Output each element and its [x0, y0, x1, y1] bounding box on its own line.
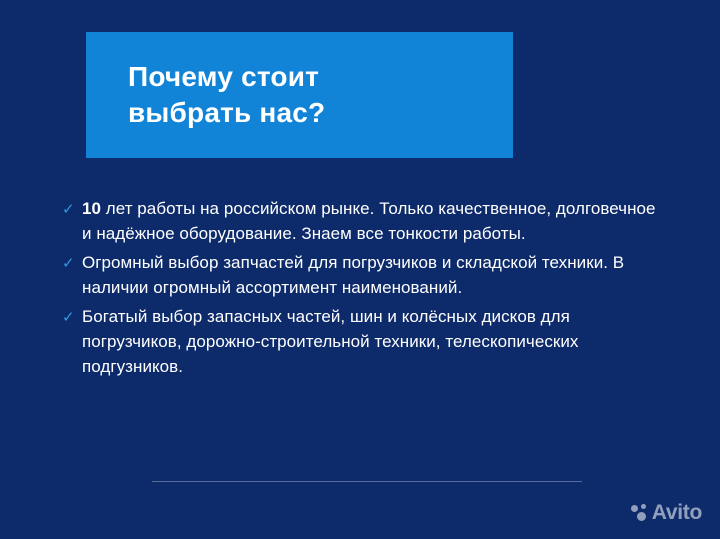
list-item-text — [82, 196, 662, 246]
title-line-2: выбрать нас? — [128, 97, 326, 128]
check-icon: ✓ — [62, 255, 75, 272]
list-item-text — [82, 304, 662, 379]
title-line-1: Почему стоит — [128, 61, 320, 93]
avito-watermark-label: Avito — [651, 501, 702, 524]
list-item-lead: 10 — [82, 199, 102, 218]
list-item-body: лет работы на российском рынке. Только качественное, долговечное и надёжное оборудование. Знаем все тонкости работы. — [82, 199, 656, 243]
list-item-body: Богатый выбор запасных частей, шин и колёсных дисков для погрузчиков, дорожно-строительной техники, телескопических подгузников. — [82, 307, 579, 376]
check-icon: ✓ — [62, 201, 75, 218]
avito-dots-icon — [631, 504, 649, 522]
list-item-text — [82, 250, 662, 300]
title-box — [86, 32, 513, 158]
check-icon: ✓ — [62, 309, 75, 326]
list-item — [62, 250, 662, 300]
avito-watermark — [631, 501, 702, 525]
list-item — [62, 196, 662, 246]
list-item-body: Огромный выбор запчастей для погрузчиков и складской техники. В наличии огромный ассортимент наименований. — [82, 253, 625, 297]
bullet-list — [62, 196, 662, 383]
divider — [152, 481, 582, 482]
list-item — [62, 304, 662, 379]
